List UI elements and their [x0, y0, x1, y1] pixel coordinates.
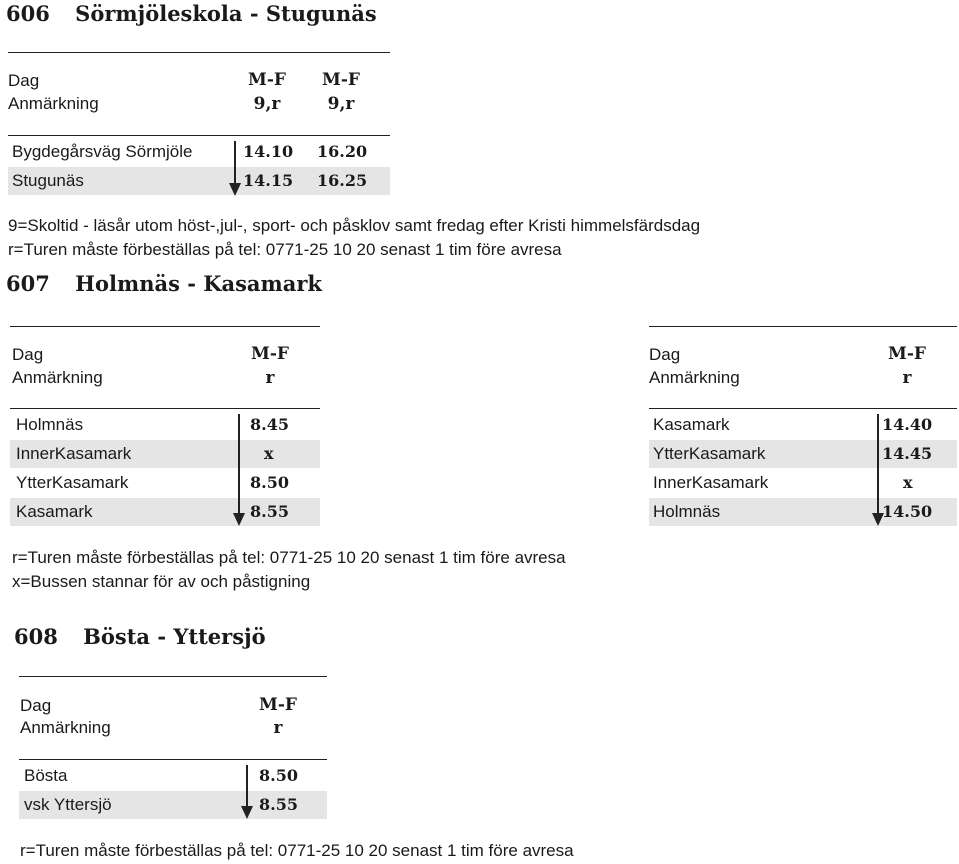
stop-name: Stugunäs	[12, 171, 84, 190]
anmarkning-label: Anmärkning	[20, 718, 111, 737]
divider	[10, 326, 320, 327]
table-row	[649, 469, 957, 497]
table-row	[10, 440, 320, 468]
stop-name: Kasamark	[653, 415, 730, 434]
direction-line	[246, 765, 248, 807]
stop-name: YtterKasamark	[653, 444, 766, 463]
departure-time: 14.10	[243, 142, 294, 161]
col-anm: r	[273, 718, 283, 738]
col-1-dag: M-F	[248, 70, 286, 90]
footnote: r=Turen måste förbeställas på tel: 0771-25 10 20 senast 1 tim före avresa	[8, 240, 562, 259]
departure-time: 8.45	[250, 415, 289, 434]
col-dag: M-F	[888, 344, 926, 364]
departure-time: 16.20	[317, 142, 368, 161]
stop-name: InnerKasamark	[16, 444, 132, 463]
stop-name: Kasamark	[16, 502, 93, 521]
route-607-header	[6, 271, 322, 296]
table-row	[10, 469, 320, 497]
direction-line	[877, 414, 879, 514]
table-row	[10, 498, 320, 526]
departure-time: 14.50	[882, 502, 933, 521]
dag-label: Dag	[20, 696, 52, 715]
arrow-down-icon	[233, 513, 245, 526]
route-number: 606	[6, 1, 50, 26]
arrow-down-icon	[872, 513, 884, 526]
departure-time: 8.50	[250, 473, 289, 492]
anmarkning-label: Anmärkning	[8, 94, 99, 113]
anmarkning-label: Anmärkning	[12, 368, 103, 387]
divider	[649, 408, 957, 409]
divider	[19, 759, 327, 760]
dag-label: Dag	[12, 345, 44, 364]
departure-time: x	[264, 444, 274, 463]
route-name: Holmnäs - Kasamark	[75, 271, 322, 296]
anmarkning-label: Anmärkning	[649, 368, 740, 387]
direction-line	[234, 141, 236, 185]
col-anm: r	[265, 368, 275, 388]
arrow-down-icon	[241, 806, 253, 819]
divider	[8, 52, 390, 53]
departure-time: x	[903, 473, 913, 492]
table-row	[10, 411, 320, 439]
table-row	[649, 440, 957, 468]
col-dag: M-F	[251, 344, 289, 364]
route-608-header	[14, 624, 266, 649]
col-dag: M-F	[259, 695, 297, 715]
col-2-anm: 9,r	[327, 94, 355, 114]
departure-time: 8.50	[259, 766, 298, 785]
divider	[649, 326, 957, 327]
route-number: 608	[14, 624, 58, 649]
footnote: 9=Skoltid - läsår utom höst-,jul-, sport- och påsklov samt fredag efter Kristi himmelsfärdsdag	[8, 216, 701, 235]
stop-name: vsk Yttersjö	[24, 795, 112, 814]
table-row	[19, 791, 327, 819]
divider	[19, 676, 327, 677]
col-2-dag: M-F	[322, 70, 360, 90]
route-name: Sörmjöleskola - Stugunäs	[75, 1, 377, 26]
departure-time: 8.55	[250, 502, 289, 521]
stop-name: YtterKasamark	[16, 473, 129, 492]
footnote: x=Bussen stannar för av och påstigning	[12, 572, 311, 591]
table-row	[649, 411, 957, 439]
stop-name: InnerKasamark	[653, 473, 769, 492]
departure-time: 14.15	[243, 171, 294, 190]
stop-name: Holmnäs	[653, 502, 721, 521]
direction-line	[238, 414, 240, 514]
col-1-anm: 9,r	[253, 94, 281, 114]
route-number: 607	[6, 271, 50, 296]
stop-name: Bösta	[24, 766, 68, 785]
route-606-header	[6, 1, 377, 26]
table-row	[649, 498, 957, 526]
departure-time: 14.45	[882, 444, 933, 463]
departure-time: 16.25	[317, 171, 368, 190]
footnote: r=Turen måste förbeställas på tel: 0771-25 10 20 senast 1 tim före avresa	[20, 841, 574, 860]
divider	[10, 408, 320, 409]
col-anm: r	[902, 368, 912, 388]
divider	[8, 135, 390, 136]
route-name: Bösta - Yttersjö	[83, 624, 266, 649]
departure-time: 8.55	[259, 795, 298, 814]
departure-time: 14.40	[882, 415, 933, 434]
table-row	[8, 167, 390, 195]
dag-label: Dag	[649, 345, 681, 364]
table-row	[19, 762, 327, 790]
stop-name: Bygdegårsväg Sörmjöle	[12, 142, 193, 161]
stop-name: Holmnäs	[16, 415, 84, 434]
footnote: r=Turen måste förbeställas på tel: 0771-25 10 20 senast 1 tim före avresa	[12, 548, 566, 567]
table-row	[8, 138, 390, 166]
arrow-down-icon	[229, 183, 241, 196]
dag-label: Dag	[8, 71, 40, 90]
